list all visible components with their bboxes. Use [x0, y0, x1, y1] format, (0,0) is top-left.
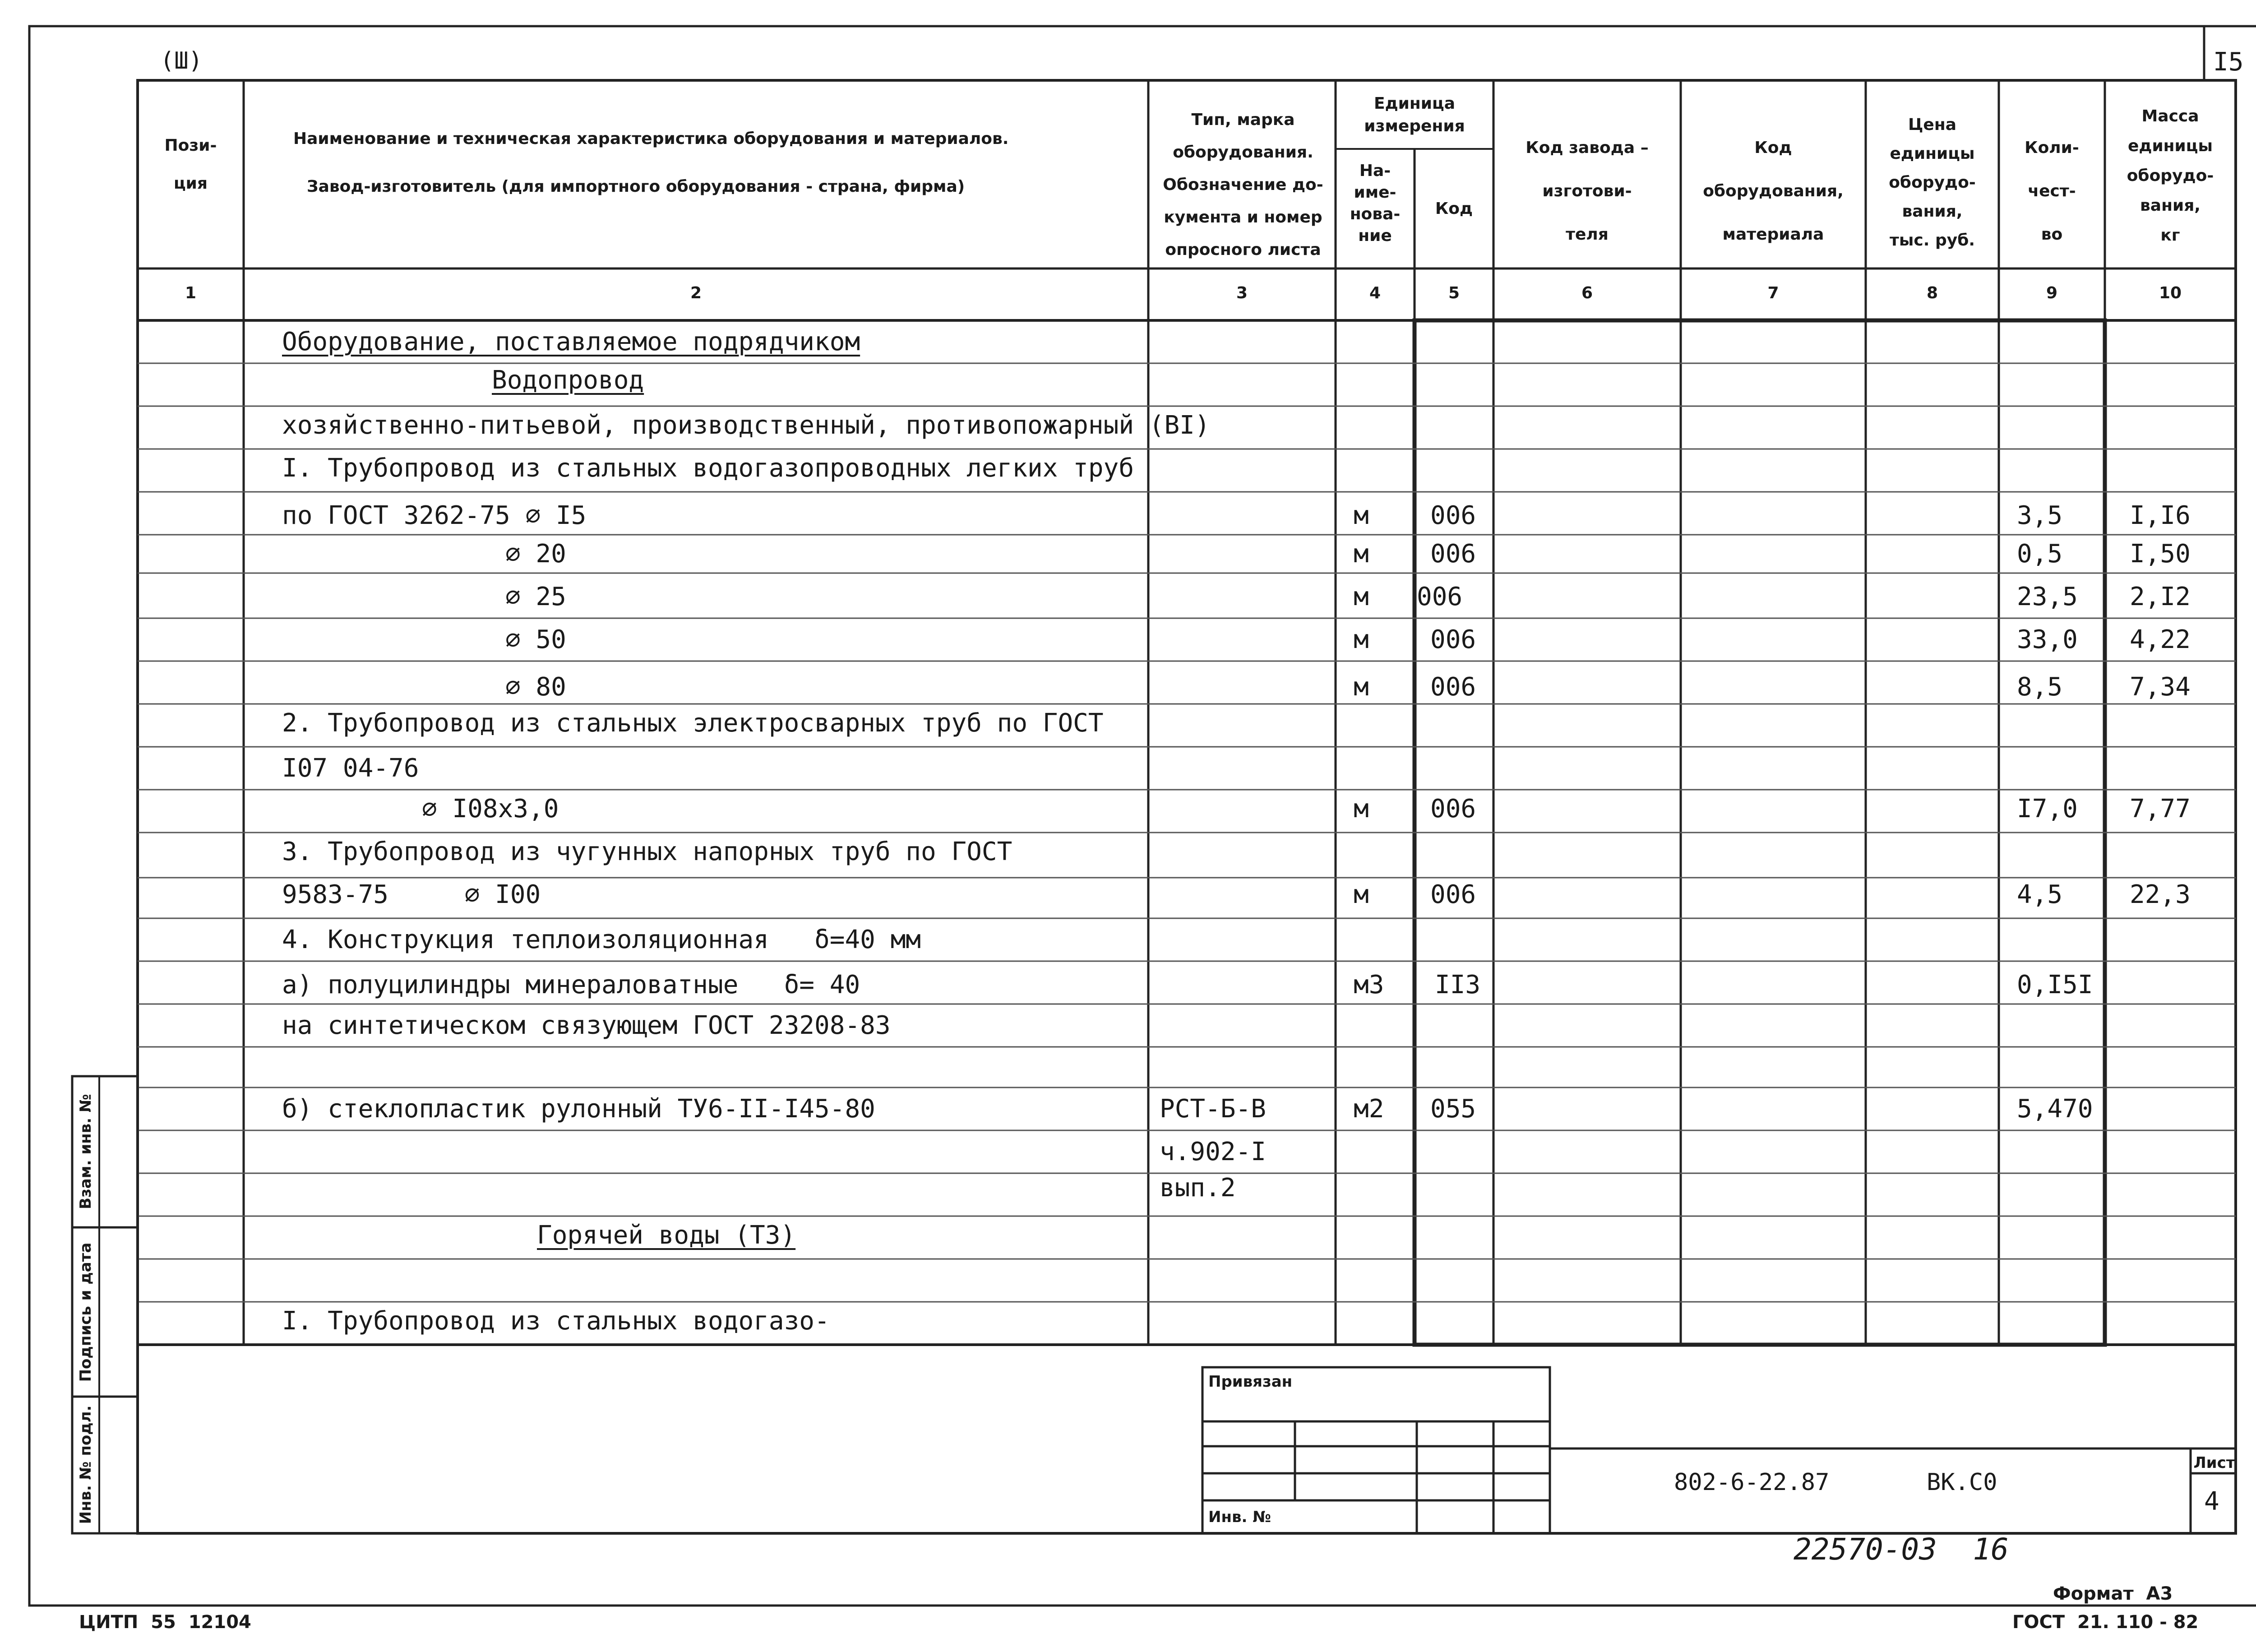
row-name: I07 04-76 [282, 754, 419, 783]
header-col8: Цена единицы оборудо- вания, тыс. руб. [1889, 116, 1976, 250]
row-qty: 0,5 [2017, 539, 2063, 569]
corner-page-number: I5 [2213, 47, 2244, 77]
side-stamp-inv-podl: Инв. № подл. [77, 1405, 95, 1524]
section-heading: Оборудование, поставляемое подрядчиком [282, 327, 860, 356]
header-col5: Код [1435, 199, 1473, 218]
header-col10: Масса единицы оборудо- вания, кг [2127, 107, 2214, 245]
row-qty: 23,5 [2017, 582, 2078, 611]
row-code: 006 [1430, 880, 1476, 909]
row-mass: 7,77 [2130, 794, 2191, 824]
side-stamp-podpis: Подпись и дата [77, 1242, 95, 1382]
handwritten-number: 22570-03 16 [1794, 1532, 2009, 1567]
row-name: ∅ 50 [505, 625, 566, 654]
col-number: 8 [1926, 284, 1938, 302]
col-number: 4 [1369, 284, 1381, 302]
row-unit: м [1354, 582, 1369, 611]
row-name: ∅ I08x3,0 [422, 794, 559, 824]
header-col4: На- име- нова- ние [1350, 162, 1401, 245]
row-qty: 0,I5I [2017, 970, 2093, 1000]
header-col2: Наименование и техническая характеристика оборудования и материалов. Завод-изготовитель (для импортного оборудования - страна, фирма) [293, 130, 1009, 196]
row-qty: 3,5 [2017, 501, 2063, 530]
corner-mark: (Ш) [160, 47, 203, 74]
sheet-number: 4 [2204, 1487, 2219, 1516]
sheet-label: Лист [2193, 1454, 2235, 1472]
col-number: 6 [1581, 284, 1593, 302]
side-stamp-vzam: Взам. инв. № [77, 1094, 95, 1209]
header-col1: Пози- ция [164, 136, 217, 193]
row-unit: м [1354, 501, 1369, 530]
row-name: 9583-75 ∅ I00 [282, 880, 541, 909]
header-col3: Тип, марка оборудования. Обозначение до- кумента и номер опросного листа [1163, 111, 1323, 259]
header-col6: Код завода – изготови- теля [1526, 139, 1649, 244]
row-unit: м2 [1354, 1094, 1384, 1124]
header-col7: Код оборудования, материала [1703, 139, 1844, 244]
section-heading: Горячей воды (Т3) [537, 1221, 796, 1250]
row-name: 2. Трубопровод из стальных электросварных труб по ГОСТ [282, 708, 1104, 738]
row-name: 4. Конструкция теплоизоляционная δ=40 мм [282, 925, 921, 954]
footer-gost: ГОСТ 21. 110 - 82 [2012, 1612, 2199, 1633]
col-number: 10 [2159, 284, 2182, 302]
row-qty: 33,0 [2017, 625, 2078, 654]
header-unit-group: Единица измерения [1364, 94, 1465, 135]
inv-no-label: Инв. № [1208, 1508, 1271, 1526]
col-number: 5 [1448, 284, 1460, 302]
col-number: 2 [690, 284, 702, 302]
section-heading: Водопровод [492, 366, 644, 395]
row-name: хозяйственно-питьевой, производственный, противопожарный (BI) [282, 411, 1210, 440]
header-col9: Коли- чест- во [2025, 139, 2079, 244]
document-mark: ВК.С0 [1927, 1469, 1997, 1496]
row-code: 006 [1430, 539, 1476, 569]
footer-left-code: ЦИТП 55 12104 [79, 1612, 251, 1633]
row-type: РСТ-Б-В [1160, 1094, 1267, 1124]
row-code: 006 [1430, 672, 1476, 702]
row-unit: м3 [1354, 970, 1384, 1000]
row-unit: м [1354, 880, 1369, 909]
row-unit: м [1354, 625, 1369, 654]
col-number: 7 [1767, 284, 1779, 302]
col-number: 1 [185, 284, 197, 302]
row-code: 006 [1430, 625, 1476, 654]
row-name: ∅ 20 [505, 539, 566, 569]
row-name: а) полуцилиндры минераловатные δ= 40 [282, 970, 860, 1000]
row-type: вып.2 [1160, 1173, 1236, 1203]
row-qty: I7,0 [2017, 794, 2078, 824]
row-name: I. Трубопровод из стальных водогазопроводных легких труб [282, 453, 1134, 483]
col-number: 3 [1236, 284, 1248, 302]
row-mass: 4,22 [2130, 625, 2191, 654]
row-unit: м [1354, 539, 1369, 569]
row-type: ч.902-I [1160, 1137, 1267, 1166]
row-name: ∅ 25 [505, 582, 566, 611]
row-name: I. Трубопровод из стальных водогазо- [282, 1306, 830, 1336]
row-mass: I,50 [2130, 539, 2191, 569]
row-qty: 5,470 [2017, 1094, 2093, 1124]
row-qty: 4,5 [2017, 880, 2063, 909]
footer-format: Формат А3 [2053, 1583, 2173, 1604]
row-name: на синтетическом связующем ГОСТ 23208-83 [282, 1011, 891, 1040]
row-mass: 2,I2 [2130, 582, 2191, 611]
row-qty: 8,5 [2017, 672, 2063, 702]
row-mass: I,I6 [2130, 501, 2191, 530]
row-name: по ГОСТ 3262-75 ∅ I5 [282, 501, 587, 530]
row-name: б) стеклопластик рулонный ТУ6-II-I45-80 [282, 1094, 875, 1124]
row-code: 006 [1430, 794, 1476, 824]
row-mass: 22,3 [2130, 880, 2191, 909]
row-unit: м [1354, 794, 1369, 824]
row-name: 3. Трубопровод из чугунных напорных труб по ГОСТ [282, 837, 1012, 866]
row-unit: м [1354, 672, 1369, 702]
row-code: 006 [1417, 582, 1463, 611]
row-code: 006 [1430, 501, 1476, 530]
row-code: 055 [1430, 1094, 1476, 1124]
row-mass: 7,34 [2130, 672, 2191, 702]
col-number: 9 [2046, 284, 2058, 302]
document-code: 802-6-22.87 [1674, 1469, 1830, 1496]
privyazan-label: Привязан [1208, 1373, 1293, 1391]
row-code: II3 [1435, 970, 1481, 1000]
row-name: ∅ 80 [505, 672, 566, 702]
